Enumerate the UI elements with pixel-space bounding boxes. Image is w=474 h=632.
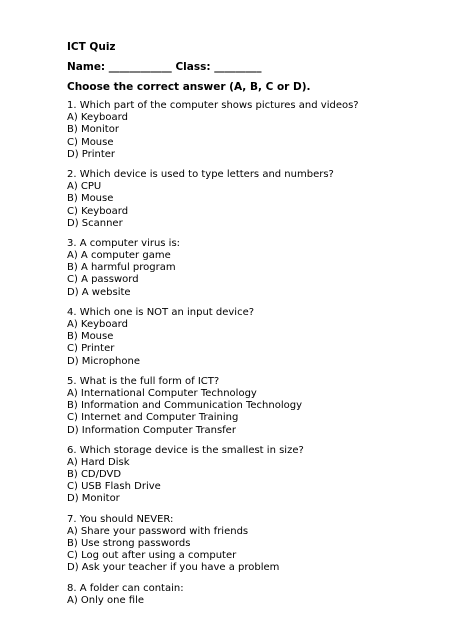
quiz-title: ICT Quiz [67, 41, 116, 53]
question-6 [67, 445, 467, 506]
question-3 [67, 238, 467, 299]
option-c: C) USB Flash Drive [67, 481, 161, 493]
option-c: C) Log out after using a computer [67, 550, 237, 562]
option-d: D) Microphone [67, 355, 140, 367]
question-text: 2. Which device is used to type letters and numbers? [67, 168, 334, 180]
question-text: 1. Which part of the computer shows pictures and videos? [67, 100, 359, 111]
option-b: B) Use strong passwords [67, 538, 191, 549]
question-1 [67, 100, 467, 161]
instructions: Choose the correct answer (A, B, C or D). [67, 81, 311, 93]
option-b: B) A harmful program [67, 262, 176, 274]
option-d: D) Information Computer Transfer [67, 424, 236, 436]
question-8 [67, 583, 467, 607]
option-a: A) Share your password with friends [67, 525, 249, 537]
name-class-line: Name: ____________ Class: _________ [67, 61, 262, 73]
option-b: B) Information and Communication Technology [67, 400, 303, 412]
option-c: C) Internet and Computer Training [67, 412, 239, 424]
quiz-page [67, 40, 467, 607]
option-a: A) Only one file [67, 594, 145, 606]
option-c: C) Printer [67, 343, 115, 355]
option-a: A) Keyboard [67, 319, 128, 330]
question-text: 8. A folder can contain: [67, 582, 184, 594]
question-5 [67, 376, 467, 437]
option-a: A) Hard Disk [67, 456, 130, 468]
question-text: 4. Which one is NOT an input device? [67, 306, 255, 318]
option-a: A) International Computer Technology [67, 387, 257, 399]
option-a: A) CPU [67, 181, 102, 193]
question-7 [67, 514, 467, 575]
question-text: 6. Which storage device is the smallest in size? [67, 444, 304, 456]
option-d: D) A website [67, 286, 131, 298]
option-c: C) Keyboard [67, 205, 129, 217]
option-d: D) Printer [67, 148, 116, 160]
option-b: B) CD/DVD [67, 469, 122, 481]
option-d: D) Scanner [67, 217, 123, 229]
option-a: A) Keyboard [67, 112, 128, 124]
question-text: 3. A computer virus is: [67, 237, 181, 249]
option-b: B) Mouse [67, 193, 114, 205]
question-text: 7. You should NEVER: [67, 513, 174, 525]
option-d: D) Ask your teacher if you have a problem [67, 562, 280, 574]
option-b: B) Monitor [67, 124, 119, 136]
option-c: C) Mouse [67, 136, 114, 148]
question-4 [67, 307, 467, 368]
question-2 [67, 169, 467, 230]
option-d: D) Monitor [67, 493, 120, 505]
question-text: 5. What is the full form of ICT? [67, 375, 220, 387]
option-a: A) A computer game [67, 250, 171, 262]
option-b: B) Mouse [67, 331, 114, 343]
option-c: C) A password [67, 274, 139, 286]
